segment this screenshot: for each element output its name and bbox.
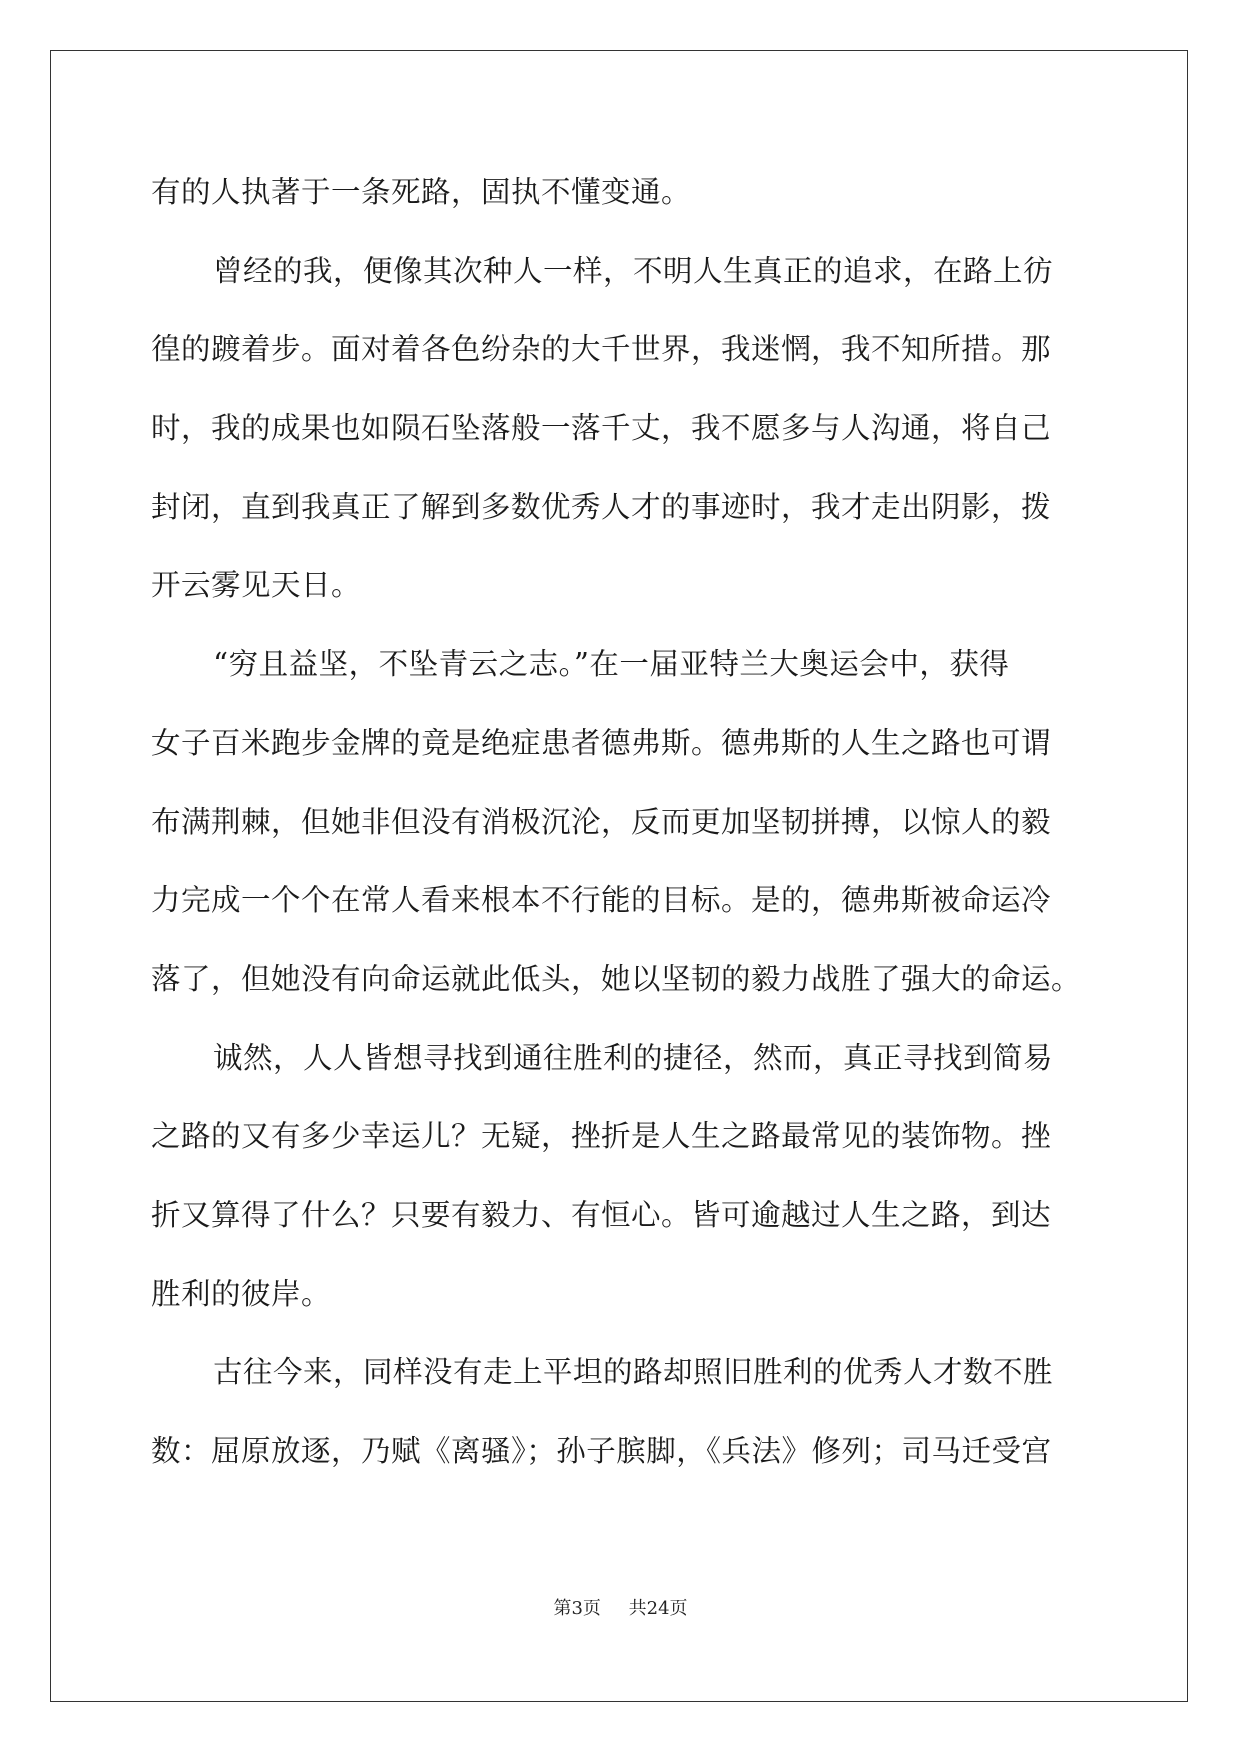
page-total: 共24页 <box>628 1598 688 1619</box>
page-number: 第3页 <box>553 1598 601 1619</box>
document-body <box>151 153 1095 1491</box>
text-line: 有的人执著于一条死路，固执不懂变通。 <box>151 175 692 209</box>
text-line: 曾经的我，便像其次种人一样，不明人生真正的追求，在路上彷 <box>213 253 1054 288</box>
text-line: 布满荆棘，但她非但没有消极沉沦，反而更加坚韧拼搏，以惊人的毅 <box>151 804 1052 839</box>
text-line: 折又算得了什么？只要有毅力、有恒心。皆可逾越过人生之路，到达 <box>151 1197 1052 1232</box>
text-line: 之路的又有多少幸运儿？无疑，挫折是人生之路最常见的装饰物。挫 <box>151 1119 1052 1154</box>
text-line: 开云雾见天日。 <box>151 568 362 603</box>
text-line: 诚然，人人皆想寻找到通往胜利的捷径，然而，真正寻找到简易 <box>213 1040 1054 1075</box>
text-line: 封闭，直到我真正了解到多数优秀人才的事迹时，我才走出阴影，拨 <box>151 489 1052 524</box>
text-line: 徨的踱着步。面对着各色纷杂的大千世界，我迷惘，我不知所措。那 <box>151 332 1052 367</box>
text-line: 力完成一个个在常人看来根本不行能的目标。是的，德弗斯被命运冷 <box>151 883 1052 918</box>
text-line: 胜利的彼岸。 <box>151 1276 332 1311</box>
text-line: 时，我的成果也如陨石坠落般一落千丈，我不愿多与人沟通，将自己 <box>151 411 1052 446</box>
page-footer <box>0 1594 1241 1620</box>
text-line: 女子百米跑步金牌的竟是绝症患者德弗斯。德弗斯的人生之路也可谓 <box>151 725 1052 760</box>
text-line: 古往今来，同样没有走上平坦的路却照旧胜利的优秀人才数不胜 <box>213 1355 1054 1390</box>
text-line: 落了，但她没有向命运就此低头，她以坚韧的毅力战胜了强大的命运。 <box>151 961 1082 996</box>
text-line: “穷且益坚，不坠青云之志。”在一届亚特兰大奥运会中，获得 <box>213 647 1010 682</box>
text-line: 数：屈原放逐，乃赋《离骚》；孙子膑脚，《兵法》修列；司马迁受宫 <box>151 1434 1052 1468</box>
